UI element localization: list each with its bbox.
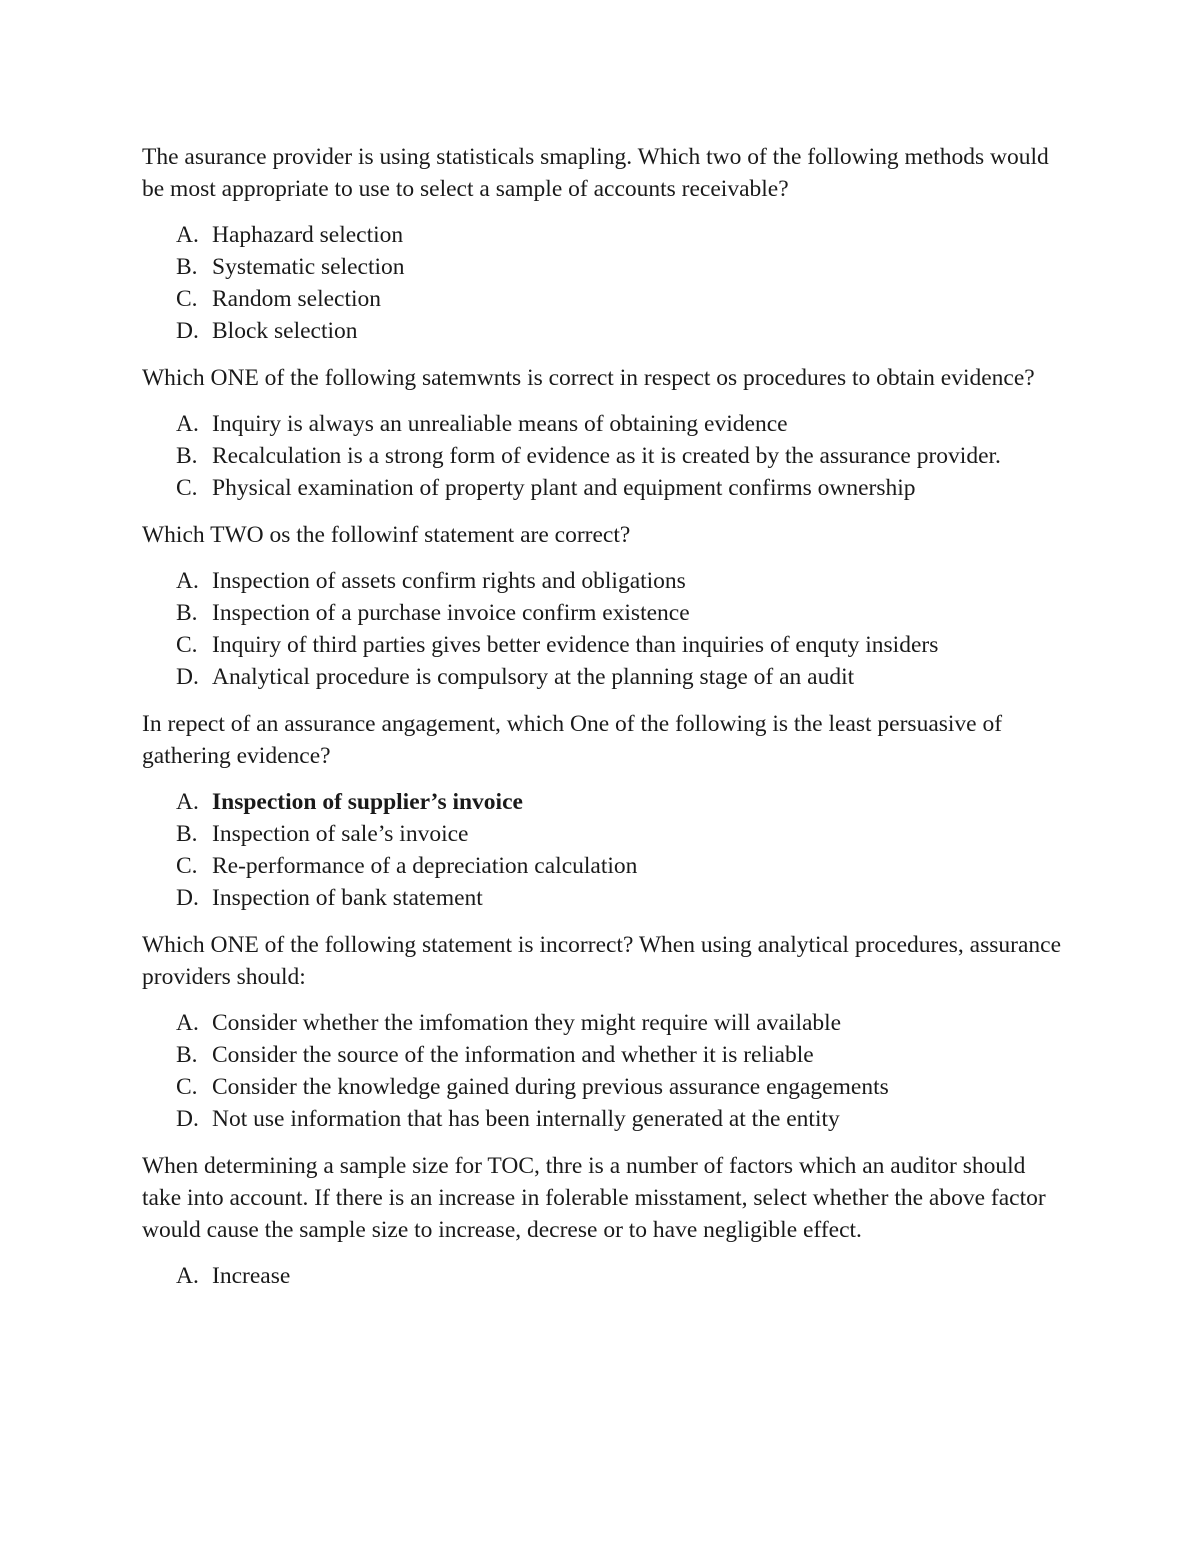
option-text: Consider the knowledge gained during previous assurance engagements [212, 1074, 889, 1100]
option-text: Inspection of a purchase invoice confirm existence [212, 600, 690, 626]
option-text: Re-performance of a depreciation calculation [212, 853, 638, 879]
question-5-options [142, 1007, 1062, 1135]
option-text: Inspection of sale’s invoice [212, 821, 469, 847]
option-text: Haphazard selection [212, 222, 404, 248]
option-letter: C. [176, 632, 198, 658]
option-letter: D. [176, 664, 199, 690]
option-letter: B. [176, 1042, 198, 1068]
option-text: Not use information that has been internally generated at the entity [212, 1106, 840, 1132]
option-letter: B. [176, 821, 198, 847]
option-letter: C. [176, 475, 198, 501]
option-item [142, 629, 1062, 661]
question-3-text: Which TWO os the followinf statement are correct? [142, 522, 631, 548]
option-letter: A. [176, 222, 199, 248]
option-letter: B. [176, 254, 198, 280]
option-item [142, 1007, 1062, 1039]
question-4-options [142, 786, 1062, 914]
question-1-text: The asurance provider is using statisticals smapling. Which two of the following methods would be most appropriate to use to select a sample of accounts receivable? [142, 144, 1049, 202]
option-item [142, 1039, 1062, 1071]
option-text: Consider whether the imfomation they might require will available [212, 1010, 842, 1036]
option-letter: A. [176, 789, 199, 815]
option-letter: C. [176, 1074, 198, 1100]
option-letter: C. [176, 853, 198, 879]
option-letter: A. [176, 1010, 199, 1036]
option-item [142, 283, 1062, 315]
option-text: Block selection [212, 318, 358, 344]
option-item [142, 408, 1062, 440]
option-item [142, 1071, 1062, 1103]
option-letter: A. [176, 1263, 199, 1289]
question-4-text: In repect of an assurance angagement, which One of the following is the least persuasive of gathering evidence? [142, 711, 1003, 769]
option-item [142, 251, 1062, 283]
question-6-options [142, 1260, 1062, 1292]
option-letter: C. [176, 286, 198, 312]
option-letter: D. [176, 885, 199, 911]
option-text: Increase [212, 1263, 291, 1289]
option-text: Inquiry of third parties gives better evidence than inquiries of enquty insiders [212, 632, 939, 658]
document-content [142, 141, 1062, 1307]
option-letter: A. [176, 411, 199, 437]
option-text: Consider the source of the information and whether it is reliable [212, 1042, 814, 1068]
option-item [142, 786, 1062, 818]
option-text: Systematic selection [212, 254, 405, 280]
question-2-options [142, 408, 1062, 504]
option-item [142, 661, 1062, 693]
option-text: Analytical procedure is compulsory at the planning stage of an audit [212, 664, 855, 690]
option-item [142, 315, 1062, 347]
option-letter: B. [176, 443, 198, 469]
option-item [142, 440, 1062, 472]
option-item [142, 850, 1062, 882]
option-text: Inspection of supplier’s invoice [212, 789, 523, 815]
option-item [142, 565, 1062, 597]
option-text: Inquiry is always an unrealiable means of obtaining evidence [212, 411, 788, 437]
option-text: Inspection of assets confirm rights and obligations [212, 568, 686, 594]
option-item [142, 882, 1062, 914]
option-text: Inspection of bank statement [212, 885, 483, 911]
option-item [142, 818, 1062, 850]
option-text: Random selection [212, 286, 382, 312]
option-letter: B. [176, 600, 198, 626]
option-item [142, 597, 1062, 629]
option-item [142, 472, 1062, 504]
question-2-text: Which ONE of the following satemwnts is correct in respect os procedures to obtain evidence? [142, 365, 1035, 391]
question-1-options [142, 219, 1062, 347]
question-3-options [142, 565, 1062, 693]
option-item [142, 1260, 1062, 1292]
question-5-text: Which ONE of the following statement is incorrect? When using analytical procedures, assurance providers should: [142, 932, 1062, 990]
option-item [142, 1103, 1062, 1135]
option-letter: D. [176, 1106, 199, 1132]
option-text: Recalculation is a strong form of evidence as it is created by the assurance provider. [212, 443, 1001, 469]
option-text: Physical examination of property plant and equipment confirms ownership [212, 475, 916, 501]
option-item [142, 219, 1062, 251]
option-letter: D. [176, 318, 199, 344]
question-6-text: When determining a sample size for TOC, thre is a number of factors which an auditor should take into account. If there is an increase in folerable misstament, select whether the above factor would cause the sample size to increase, decrese or to have negligible effect. [142, 1153, 1046, 1243]
option-letter: A. [176, 568, 199, 594]
